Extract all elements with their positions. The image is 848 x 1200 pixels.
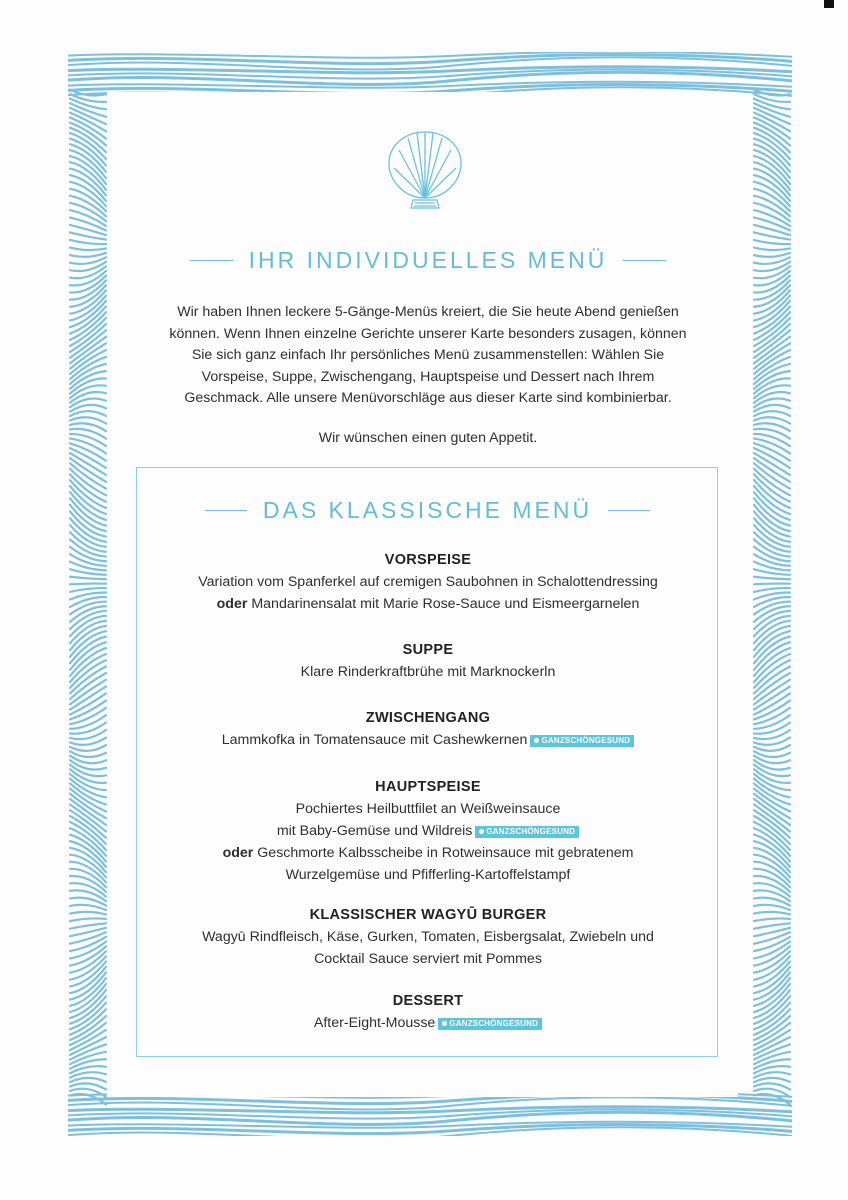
greeting: Wir wünschen einen guten Appetit. xyxy=(318,430,538,446)
intro-heading xyxy=(190,242,666,278)
intro-line: Sie sich ganz einfach Ihr persönliches Menü zusammenstellen: Wählen Sie xyxy=(191,347,665,363)
healthy-badge xyxy=(438,1018,542,1030)
heading-rule-left xyxy=(190,260,233,261)
menu-heading xyxy=(205,492,650,528)
leaf-icon xyxy=(479,829,484,834)
course-title: SUPPE xyxy=(402,642,454,658)
dish-text: Mandarinensalat mit Marie Rose-Sauce und Eismeergarnelen xyxy=(251,596,640,612)
dish-line: Klare Rinderkraftbrühe mit Marknockerln xyxy=(300,664,556,680)
scallop-shell-icon xyxy=(384,128,466,214)
badge-label: GANZSCHÖNGESUND xyxy=(449,1019,539,1028)
course-hauptspeise xyxy=(138,776,718,886)
course-suppe xyxy=(138,639,718,683)
dish-line: Wagyū Rindfleisch, Käse, Gurken, Tomaten, Eisbergsalat, Zwiebeln und xyxy=(202,929,654,945)
course-title: KLASSISCHER WAGYŪ BURGER xyxy=(309,907,547,923)
intro-title: IHR INDIVIDUELLES MENÜ xyxy=(248,246,608,273)
intro-line: können. Wenn Ihnen einzelne Gerichte unserer Karte besonders zusagen, können xyxy=(169,325,687,342)
dish-line xyxy=(138,593,718,615)
course-title: VORSPEISE xyxy=(384,552,472,568)
badge-label: GANZSCHÖNGESUND xyxy=(541,736,631,745)
dish-line: Variation vom Spanferkel auf cremigen Saubohnen in Schalottendressing xyxy=(198,574,658,590)
dish-line xyxy=(138,820,718,842)
dish-line: Cocktail Sauce serviert mit Pommes xyxy=(314,951,542,967)
course-burger xyxy=(138,904,718,970)
course-title: HAUPTSPEISE xyxy=(375,779,481,795)
dish-line: Wurzelgemüse und Pfifferling-Kartoffelstampf xyxy=(285,867,571,883)
dish-text: After-Eight-Mousse xyxy=(313,1015,436,1031)
badge-label: GANZSCHÖNGESUND xyxy=(486,827,576,836)
intro-line: Wir haben Ihnen leckere 5-Gänge-Menüs kreiert, die Sie heute Abend genießen xyxy=(177,304,679,320)
dish-text: mit Baby-Gemüse und Wildreis xyxy=(276,823,473,839)
intro-text xyxy=(150,302,706,410)
course-dessert xyxy=(138,990,718,1034)
heading-rule-left xyxy=(205,510,247,511)
menu-title: DAS KLASSISCHE MENÜ xyxy=(262,496,593,523)
or-word: oder xyxy=(222,845,254,861)
healthy-badge xyxy=(530,735,634,747)
or-word: oder xyxy=(216,596,248,612)
heading-rule-right xyxy=(608,510,650,511)
leaf-icon xyxy=(442,1021,447,1026)
dish-text: Geschmorte Kalbsscheibe in Rotweinsauce mit gebratenem xyxy=(257,845,634,861)
leaf-icon xyxy=(534,738,539,743)
healthy-badge xyxy=(475,826,579,838)
dish-text: Lammkofka in Tomatensauce mit Cashewkernen xyxy=(221,732,528,748)
course-title: DESSERT xyxy=(392,993,464,1009)
intro-line: Vorspeise, Suppe, Zwischengang, Hauptspeise und Dessert nach Ihrem xyxy=(201,368,655,385)
course-zwischengang xyxy=(138,707,718,751)
course-title: ZWISCHENGANG xyxy=(365,710,491,726)
intro-line: Geschmack. Alle unsere Menüvorschläge aus dieser Karte sind kombinierbar. xyxy=(184,390,672,406)
dish-line: Pochiertes Heilbuttfilet an Weißweinsauce xyxy=(295,801,561,817)
course-vorspeise xyxy=(138,549,718,615)
scan-corner-mark xyxy=(824,0,834,8)
dish-line xyxy=(138,729,718,751)
dish-line xyxy=(138,1012,718,1034)
dish-line xyxy=(138,842,718,864)
heading-rule-right xyxy=(623,260,666,261)
